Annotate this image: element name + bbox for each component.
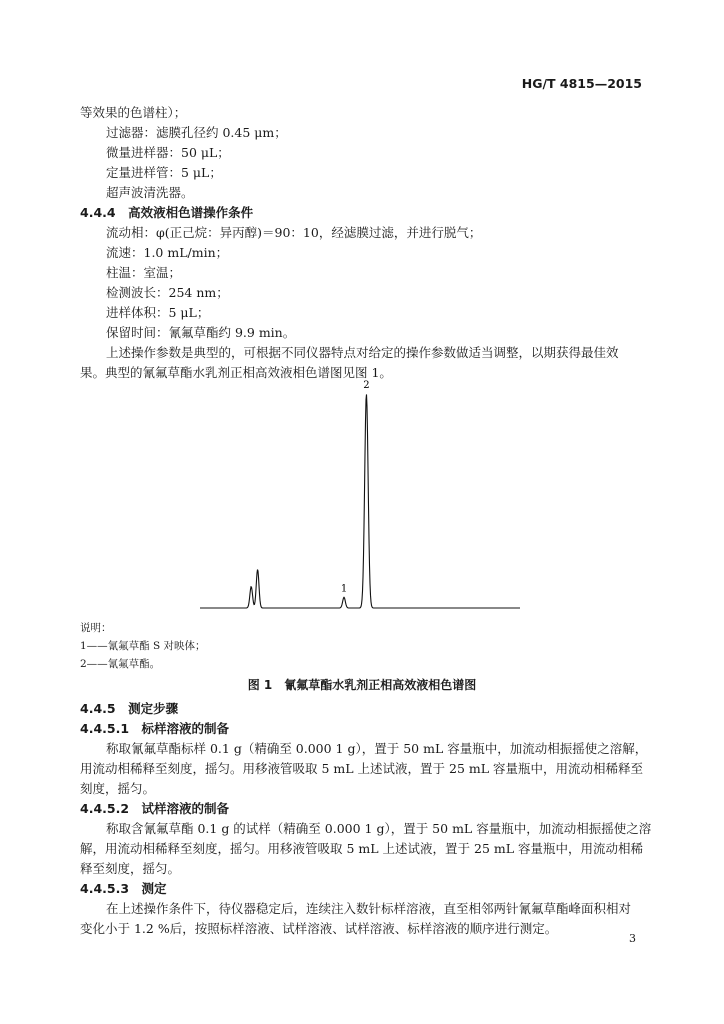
peak-label-1: 1 bbox=[340, 583, 348, 595]
list-item: 检测波长：254 nm； bbox=[106, 285, 229, 300]
list-item: 微量进样器：50 μL； bbox=[106, 145, 230, 160]
chromatogram bbox=[200, 376, 520, 614]
paragraph-line: 变化小于 1.2 %后，按照标样溶液、试样溶液、试样溶液、标样溶液的顺序进行测定。 bbox=[80, 921, 558, 936]
subsection-heading: 4.4.5.3 测定 bbox=[80, 881, 167, 896]
list-item: 保留时间：氰氟草酯约 9.9 min。 bbox=[106, 325, 296, 340]
peak-label-2: 2 bbox=[363, 380, 370, 391]
subsection-heading: 4.4.5.2 试样溶液的制备 bbox=[80, 801, 230, 816]
section-heading-4-4-5: 4.4.5 测定步骤 bbox=[80, 701, 179, 716]
subsection-heading: 4.4.5.1 标样溶液的制备 bbox=[80, 721, 230, 736]
paragraph-line: 释至刻度，摇匀。 bbox=[80, 861, 181, 876]
legend-title: 说明： bbox=[80, 622, 112, 634]
standard-number: HG/T 4815—2015 bbox=[521, 76, 642, 91]
paragraph-line: 刻度，摇匀。 bbox=[80, 781, 156, 796]
page-number: 3 bbox=[629, 932, 636, 945]
paragraph-line: 用流动相稀释至刻度，摇匀。用移液管吸取 5 mL 上述试液，置于 25 mL 容量瓶中，用流动相稀释至 bbox=[80, 761, 644, 776]
paragraph-line: 解，用流动相稀释至刻度，摇匀。用移液管吸取 5 mL 上述试液，置于 25 mL 容量瓶中，用流动相稀 bbox=[80, 841, 644, 856]
chromatogram-trace bbox=[200, 394, 520, 608]
legend-item-2: 2——氰氟草酯。 bbox=[80, 658, 161, 670]
list-item: 流动相：φ(正己烷：异丙醇)＝90：10，经滤膜过滤，并进行脱气； bbox=[106, 225, 482, 240]
paragraph-line: 称取氰氟草酯标样 0.1 g（精确至 0.000 1 g），置于 50 mL 容量瓶中，加流动相振摇使之溶解， bbox=[106, 741, 648, 756]
legend-item-1: 1——氰氟草酯 S 对映体； bbox=[80, 640, 206, 652]
paragraph-line: 称取含氰氟草酯 0.1 g 的试样（精确至 0.000 1 g），置于 50 mL 容量瓶中，加流动相振摇使之溶 bbox=[106, 821, 652, 836]
list-item: 进样体积：5 μL； bbox=[106, 305, 210, 320]
paragraph-line: 在上述操作条件下，待仪器稳定后，连续注入数针标样溶液，直至相邻两针氰氟草酯峰面积相对 bbox=[106, 901, 632, 916]
section-heading-4-4-4: 4.4.4 高效液相色谱操作条件 bbox=[80, 205, 254, 220]
list-item: 过滤器：滤膜孔径约 0.45 μm； bbox=[106, 125, 287, 140]
continuation-line: 等效果的色谱柱）； bbox=[80, 105, 187, 120]
list-item: 柱温：室温； bbox=[106, 265, 182, 280]
list-item: 定量进样管：5 μL； bbox=[106, 165, 222, 180]
list-item: 流速：1.0 mL/min； bbox=[106, 245, 229, 260]
list-item: 超声波清洗器。 bbox=[106, 185, 194, 200]
figure-caption: 图 1 氰氟草酯水乳剂正相高效液相色谱图 bbox=[247, 678, 477, 692]
paragraph-line: 上述操作参数是典型的，可根据不同仪器特点对给定的操作参数做适当调整，以期获得最佳效 bbox=[106, 345, 619, 360]
paragraph-line: 果。典型的氰氟草酯水乳剂正相高效液相色谱图见图 1。 bbox=[80, 365, 392, 380]
